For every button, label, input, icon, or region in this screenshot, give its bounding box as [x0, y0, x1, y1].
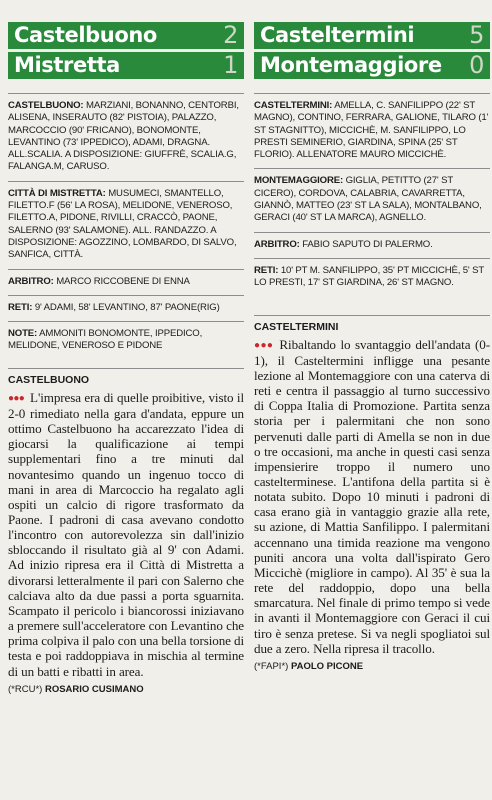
referee-label: ARBITRO:: [8, 275, 54, 287]
goals: [8, 299, 244, 319]
referee-name: MARCO RICCOBENE DI ENNA: [56, 275, 190, 287]
referee-name: FABIO SAPUTO DI PALERMO.: [302, 238, 433, 250]
right-column: [254, 0, 490, 672]
lineup-home: [8, 97, 244, 179]
divider: [8, 321, 244, 322]
lineup-text: MARZIANI, BONANNO, CENTORBI, ALISENA, INSERAUTO (82' PISTOIA), PALAZZO, MARCOCCIO (90' FRICANO), BONOMONTE, LEVANTINO (73' IPPEDICO), ADAMI, DRAGNA. ALL.SCALIA. A DISPOSIZIONE: GIUFFRÈ, SCALIA.G, FALANGA.M, CARUSO.: [8, 100, 239, 173]
byline-nick: (*RCU*): [8, 683, 43, 695]
divider: [254, 232, 490, 233]
bullet-dots-icon: ●●●: [8, 392, 25, 404]
lineup-label: CASTELTERMINI:: [254, 100, 333, 111]
referee: [8, 273, 244, 293]
report-text: L'impresa era di quelle proibitive, visto il 2-0 rimediato nella gara d'andata, eppure un ottimo Castelbuono ha accarezzato l'idea di giocarsi la qualificazione ai tempi supplementari fino a tre minuti dal novantesimo quando un ingenuo tocco di mani in area di Marcoccio ha regalato agli ospiti un calcio di rigore trasformato da Paone. I padroni di casa avevano condotto l'incontro con autorevolezza sin dall'inizio sbloccando il risultato già al 9' con Adami. Ad inizio ripresa era il Città di Mistretta a divorarsi letteralmente il pari con Salerno che calciava alto da due passi a porta sguarnita. Scampato il pericolo i biancorossi iniziavano a premere sull'acceleratore con Levantino che prima colpiva il palo con una bella torsione di testa e poi raddoppiava in mischia al termine di un batti e ribatti in area.: [8, 389, 245, 679]
divider: [8, 181, 244, 182]
notes: [8, 325, 244, 358]
divider: [254, 258, 490, 259]
byline: [8, 684, 244, 695]
team-name: Mistretta: [14, 53, 120, 77]
byline-author: ROSARIO CUSIMANO: [44, 683, 144, 695]
lineup-label: CITTÀ DI MISTRETTA:: [8, 187, 106, 199]
lineup-text: GIGLIA, PETITTO (27' ST CICERO), CORDOVA, CALABRIA, CAVARRETTA, GIANNÒ, MATTEO (23' ST LA SALA), MONTALBANO, GERACI (40' ST LA MARCA), AGNELLO.: [254, 175, 482, 224]
goals-text: 9' ADAMI, 58' LEVANTINO, 87' PAONE(RIG): [34, 301, 220, 313]
goals-label: RETI:: [8, 301, 33, 313]
report-body: [254, 337, 490, 656]
lineup-away: [254, 172, 490, 229]
lineup-text: MUSUMECI, SMANTELLO, FILETTO.F (56' LA ROSA), MELIDONE, VENEROSO, FILETTO.A, PIDONE, RIVILLI, CRACCÒ, PAONE, SALERNO (93' SALAMONE). ALL. RANDAZZO. A DISPOSIZIONE: AGOZZINO, LOMBARDO, DI SALVO, SANFICA, CITTÀ.: [8, 187, 237, 261]
match-info-box: [8, 93, 244, 358]
goals: [254, 262, 490, 295]
match-info-box: [254, 93, 490, 295]
report-kicker: CASTELBUONO: [8, 368, 244, 386]
away-team-bar: [254, 52, 490, 79]
referee-label: ARBITRO:: [254, 238, 300, 250]
team-name: Montemaggiore: [260, 53, 442, 77]
divider: [8, 93, 244, 94]
home-team-bar: [8, 22, 244, 49]
report-body: [8, 390, 244, 679]
goals-text: 10' PT M. SANFILIPPO, 35' PT MICCICHÈ, 5' ST LO PRESTI, 17' ST GIARDINA, 26' ST MAGNO.: [254, 264, 484, 289]
bullet-dots-icon: ●●●: [254, 339, 274, 351]
divider: [254, 93, 490, 94]
goals-label: RETI:: [254, 264, 279, 276]
lineup-label: CASTELBUONO:: [8, 100, 84, 111]
report-text: Ribaltando lo svantaggio dell'andata (0-1), il Casteltermini infligge una pesante lezione al Montemaggiore con una caterva di reti e centra il passaggio al turno successivo di Coppa Italia di Promozione. Partita senza storia per i palermitani che non sono pervenuti dalle parti di Amella se non in due o tre occasioni, ma anche in questi casi senza impensierire troppo il numero uno castelterminese. L'antifona della partita si è notata subito. Dopo 10 minuti i padroni di casa erano già in vantaggio grazie alla rete, su azione, di Mattia Sanfilippo. I palermitani accennano una timida reazione ma vengono puniti ancora una volta dall'ispirato Gero Miccichè (migliore in campo). Al 35' è sua la rete del raddoppio, dopo una bella smarcatura. Nel finale di primo tempo si vede in avanti il Montemaggiore con Geraci il cui tiro è senza pretese. Si va negli spogliatoi sul due a zero. Nella ripresa il tracollo.: [254, 336, 490, 656]
divider: [254, 168, 490, 169]
byline-nick: (*FAPI*): [254, 660, 289, 672]
team-name: Casteltermini: [260, 23, 415, 47]
divider: [8, 269, 244, 270]
byline: [254, 661, 490, 672]
lineup-text: AMELLA, C. SANFILIPPO (22' ST MAGNO), CONTINO, FERRARA, GALIONE, TILARO (1' ST STAGNITTO), MICCICHÈ, M. SANFILIPPO, LO PRESTI SEMINERIO, GIARDINA, SPINA (25' ST FLORIO). ALLENATORE MAURO MICCICHÈ.: [254, 100, 489, 161]
notes-text: AMMONITI BONOMONTE, IPPEDICO, MELIDONE, VENEROSO E PIDONE: [8, 328, 203, 352]
lineup-label: MONTEMAGGIORE:: [254, 175, 344, 187]
team-score: 1: [223, 51, 238, 79]
match-report: [254, 315, 490, 672]
away-team-bar: [8, 52, 244, 79]
team-score: 0: [469, 51, 484, 79]
team-score: 2: [223, 21, 238, 49]
left-column: [8, 0, 244, 695]
referee: [254, 236, 490, 256]
home-team-bar: [254, 22, 490, 49]
team-score: 5: [469, 21, 484, 49]
byline-author: PAOLO PICONE: [290, 660, 364, 672]
divider: [8, 295, 244, 296]
notes-label: NOTE:: [8, 328, 38, 340]
team-name: Castelbuono: [14, 23, 157, 47]
report-kicker: CASTELTERMINI: [254, 315, 490, 333]
lineup-away: [8, 185, 244, 267]
lineup-home: [254, 97, 490, 166]
match-report: [8, 368, 244, 695]
